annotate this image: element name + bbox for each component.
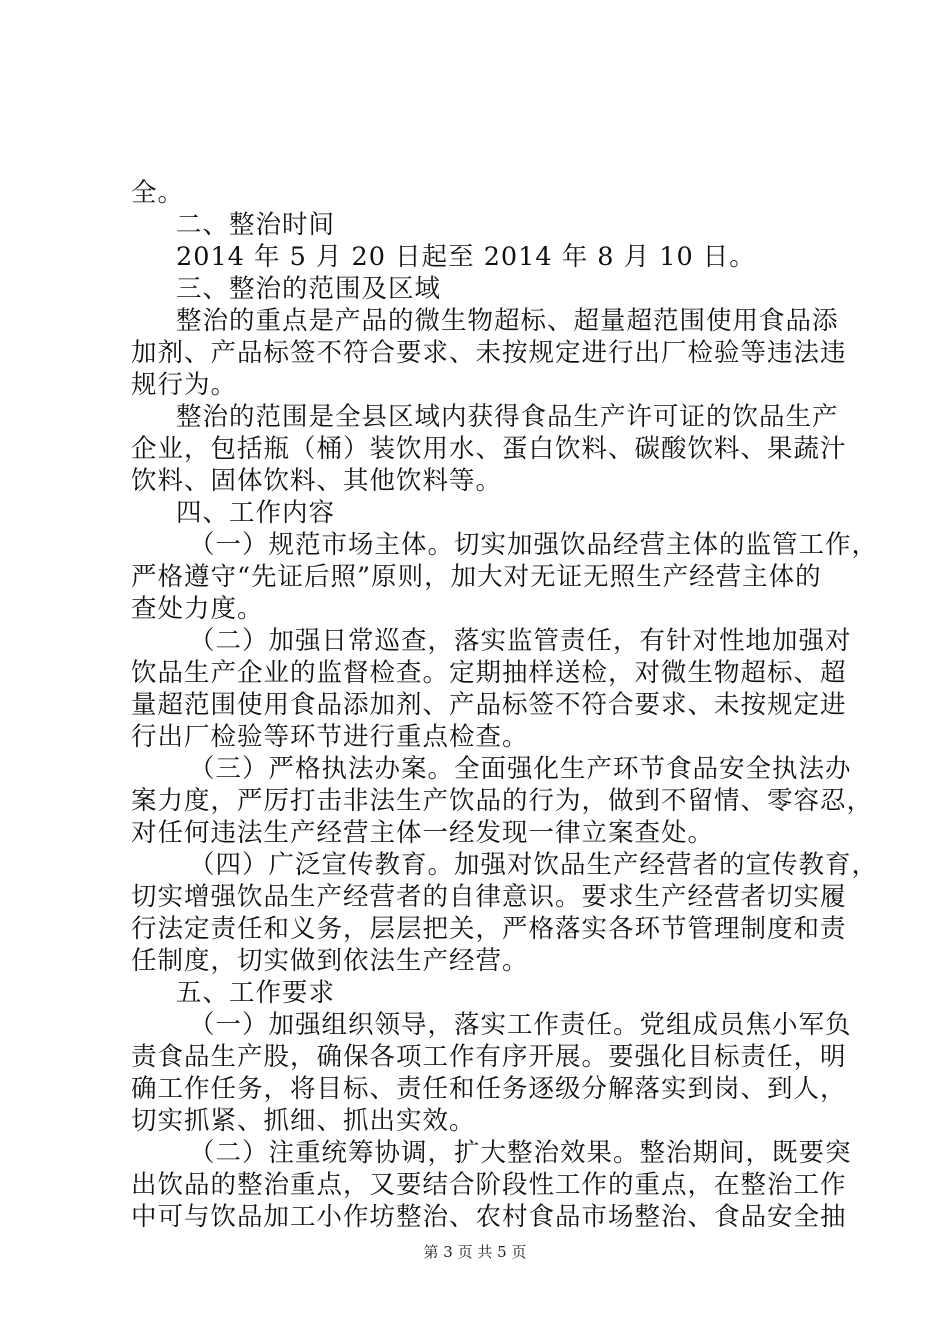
section-heading: 四、工作内容 xyxy=(176,498,336,528)
section-heading: 三、整治的范围及区域 xyxy=(176,274,442,304)
text-line: 责食品生产股，确保各项工作有序开展。要强化目标责任，明 xyxy=(131,1042,847,1072)
text-line: 加剂、产品标签不符合要求、未按规定进行出厂检验等违法违 xyxy=(131,338,847,368)
text-line: 量超范围使用食品添加剂、产品标签不符合要求、未按规定进 xyxy=(131,690,847,720)
text-line: 2014 年 5 月 20 日起至 2014 年 8 月 10 日。 xyxy=(176,242,756,272)
text-line: 饮品生产企业的监督检查。定期抽样送检，对微生物超标、超 xyxy=(131,658,847,688)
text-line: 查处力度。 xyxy=(131,594,264,624)
text-line: 规行为。 xyxy=(131,370,238,400)
section-heading: 二、整治时间 xyxy=(176,210,336,240)
text-line: 行法定责任和义务，层层把关，严格落实各环节管理制度和责 xyxy=(131,914,847,944)
text-line: 确工作任务，将目标、责任和任务逐级分解落实到岗、到人， xyxy=(131,1074,847,1104)
text-line: 整治的重点是产品的微生物超标、超量超范围使用食品添 xyxy=(176,306,839,336)
page-number-footer: 第 3 页 共 5 页 xyxy=(423,1243,527,1261)
text-line: 案力度，严厉打击非法生产饮品的行为，做到不留情、零容忍， xyxy=(131,786,874,816)
text-line: 切实抓紧、抓细、抓出实效。 xyxy=(131,1106,476,1136)
text-line: 切实增强饮品生产经营者的自律意识。要求生产经营者切实履 xyxy=(131,882,847,912)
text-line: 任制度，切实做到依法生产经营。 xyxy=(131,946,529,976)
text-line: 对任何违法生产经营主体一经发现一律立案查处。 xyxy=(131,818,715,848)
text-line: 企业，包括瓶（桶）装饮用水、蛋白饮料、碳酸饮料、果蔬汁 xyxy=(131,434,847,464)
text-line: （一）加强组织领导，落实工作责任。党组成员焦小军负 xyxy=(189,1010,852,1040)
text-line: 整治的范围是全县区域内获得食品生产许可证的饮品生产 xyxy=(176,402,839,432)
text-line: 行出厂检验等环节进行重点检查。 xyxy=(131,722,529,752)
text-line: （二）加强日常巡查，落实监管责任，有针对性地加强对 xyxy=(189,626,852,656)
text-line: （三）严格执法办案。全面强化生产环节食品安全执法办 xyxy=(189,754,852,784)
section-heading: 五、工作要求 xyxy=(176,978,336,1008)
text-line: （四）广泛宣传教育。加强对饮品生产经营者的宣传教育， xyxy=(189,850,879,880)
text-line: 中可与饮品加工小作坊整治、农村食品市场整治、食品安全抽 xyxy=(131,1202,847,1232)
text-line: 全。 xyxy=(131,178,185,208)
text-line: （二）注重统筹协调，扩大整治效果。整治期间，既要突 xyxy=(189,1138,852,1168)
text-line: （一）规范市场主体。切实加强饮品经营主体的监管工作， xyxy=(189,530,879,560)
text-line: 出饮品的整治重点，又要结合阶段性工作的重点，在整治工作 xyxy=(131,1170,847,1200)
text-line: 严格遵守“先证后照”原则，加大对无证无照生产经营主体的 xyxy=(131,562,822,592)
text-line: 饮料、固体饮料、其他饮料等。 xyxy=(131,466,503,496)
